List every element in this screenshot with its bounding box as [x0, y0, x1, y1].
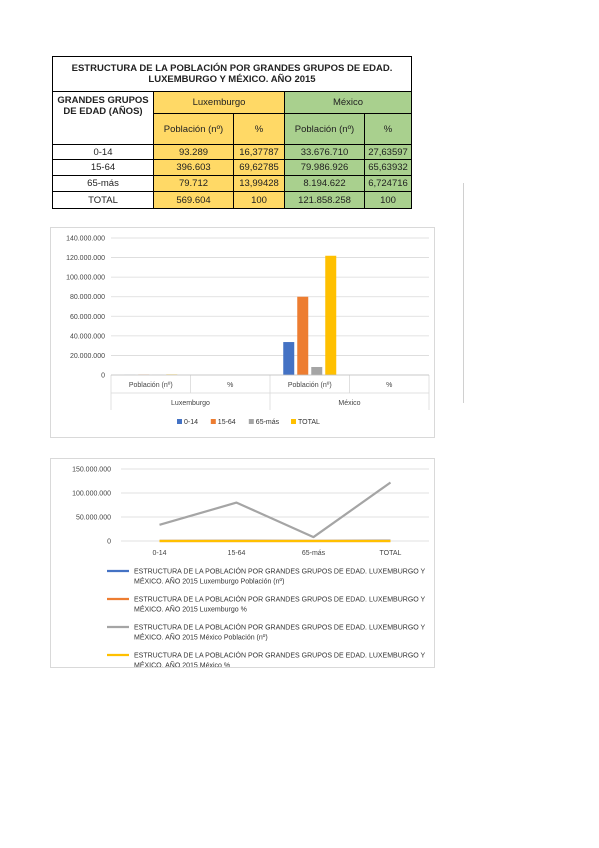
legend-label: MÉXICO. AÑO 2015 Luxemburgo % [134, 606, 247, 614]
x-tick-label: Población (nº) [287, 382, 332, 389]
series-line [160, 483, 391, 538]
y-tick-label: 40.000.000 [69, 333, 105, 341]
lux-pop-cell: 79.712 [154, 176, 234, 192]
legend-swatch [291, 419, 296, 424]
x-tick-label: % [227, 382, 234, 389]
mex-pop-header: Población (nº) [285, 114, 365, 144]
mex-pct-cell: 100 [365, 192, 412, 209]
bar [311, 367, 322, 375]
x-tick-label: Población (nº) [128, 382, 173, 389]
x-tick-label: 15-64 [227, 550, 246, 557]
legend-swatch [177, 419, 182, 424]
legend-label: 0-14 [184, 419, 199, 426]
x-tick-label: 65-más [301, 550, 326, 557]
mex-pct-cell: 65,63932 [365, 160, 412, 176]
lux-pct-cell: 16,37787 [234, 144, 285, 160]
row-label: 0-14 [52, 144, 154, 160]
table-title [52, 56, 412, 92]
group-label: Luxemburgo [171, 400, 210, 407]
legend-label: ESTRUCTURA DE LA POBLACIÓN POR GRANDES GRUPOS DE EDAD. LUXEMBURGO Y [134, 568, 426, 576]
mex-pop-cell: 121.858.258 [285, 192, 365, 209]
legend-label: ESTRUCTURA DE LA POBLACIÓN POR GRANDES GRUPOS DE EDAD. LUXEMBURGO Y [134, 624, 426, 632]
lux-pct-cell: 69,62785 [234, 160, 285, 176]
legend-swatch [249, 419, 254, 424]
country-header-mexico: México [285, 92, 412, 114]
y-tick-label: 60.000.000 [69, 313, 105, 321]
line-chart [51, 459, 435, 668]
mex-pct-cell: 27,63597 [365, 144, 412, 160]
legend-label: MÉXICO. AÑO 2015 México % [134, 662, 231, 668]
y-tick-label: 140.000.000 [66, 235, 105, 243]
lux-pop-cell: 396.603 [154, 160, 234, 176]
lux-pop-header: Población (nº) [154, 114, 234, 144]
row-label: TOTAL [52, 192, 154, 209]
y-tick-label: 80.000.000 [69, 294, 105, 302]
bar [297, 297, 308, 375]
bar [283, 342, 294, 375]
row-label: 15-64 [52, 160, 154, 176]
lux-pct-cell: 100 [234, 192, 285, 209]
group-label: México [338, 400, 361, 407]
age-group-header-line1: GRANDES GRUPOS [57, 95, 149, 106]
age-group-header-line2: DE EDAD (AÑOS) [63, 106, 143, 117]
population-table [52, 56, 412, 209]
x-tick-label: 0-14 [152, 550, 167, 557]
bar-chart [51, 228, 436, 439]
y-tick-label: 100.000.000 [66, 274, 105, 282]
legend-label: ESTRUCTURA DE LA POBLACIÓN POR GRANDES GRUPOS DE EDAD. LUXEMBURGO Y [134, 652, 426, 660]
y-tick-label: 50.000.000 [75, 514, 111, 522]
country-header-luxemburgo: Luxemburgo [154, 92, 285, 114]
legend-label: MÉXICO. AÑO 2015 Luxemburgo Población (nº) [134, 578, 285, 586]
lux-pct-header: % [234, 114, 285, 144]
bar-chart-container [50, 227, 435, 438]
table-title-line1: ESTRUCTURA DE LA POBLACIÓN POR GRANDES GRUPOS DE EDAD. [71, 63, 393, 74]
legend-label: MÉXICO. AÑO 2015 México Población (nº) [134, 634, 268, 642]
mex-pct-cell: 6,724716 [365, 176, 412, 192]
lux-pop-cell: 93.289 [154, 144, 234, 160]
legend-label: 65-más [255, 419, 280, 426]
mex-pop-cell: 79.986.926 [285, 160, 365, 176]
age-group-header [52, 92, 154, 144]
lux-pct-cell: 13,99428 [234, 176, 285, 192]
y-tick-label: 100.000.000 [72, 490, 111, 498]
y-tick-label: 20.000.000 [69, 352, 105, 360]
x-tick-label: TOTAL [379, 550, 402, 557]
lux-pop-cell: 569.604 [154, 192, 234, 209]
legend-label: 15-64 [217, 419, 236, 426]
legend-swatch [211, 419, 216, 424]
row-label: 65-más [52, 176, 154, 192]
x-tick-label: % [386, 382, 393, 389]
legend-label: ESTRUCTURA DE LA POBLACIÓN POR GRANDES GRUPOS DE EDAD. LUXEMBURGO Y [134, 596, 426, 604]
line-chart-container [50, 458, 435, 668]
page-edge-line [463, 183, 464, 403]
table-title-line2: LUXEMBURGO Y MÉXICO. AÑO 2015 [148, 74, 316, 85]
mex-pop-cell: 8.194.622 [285, 176, 365, 192]
legend-label: TOTAL [298, 419, 320, 426]
y-tick-label: 150.000.000 [72, 466, 111, 474]
mex-pop-cell: 33.676.710 [285, 144, 365, 160]
y-tick-label: 0 [101, 372, 105, 380]
y-tick-label: 0 [107, 538, 111, 546]
bar [325, 256, 336, 375]
mex-pct-header: % [365, 114, 412, 144]
y-tick-label: 120.000.000 [66, 255, 105, 263]
